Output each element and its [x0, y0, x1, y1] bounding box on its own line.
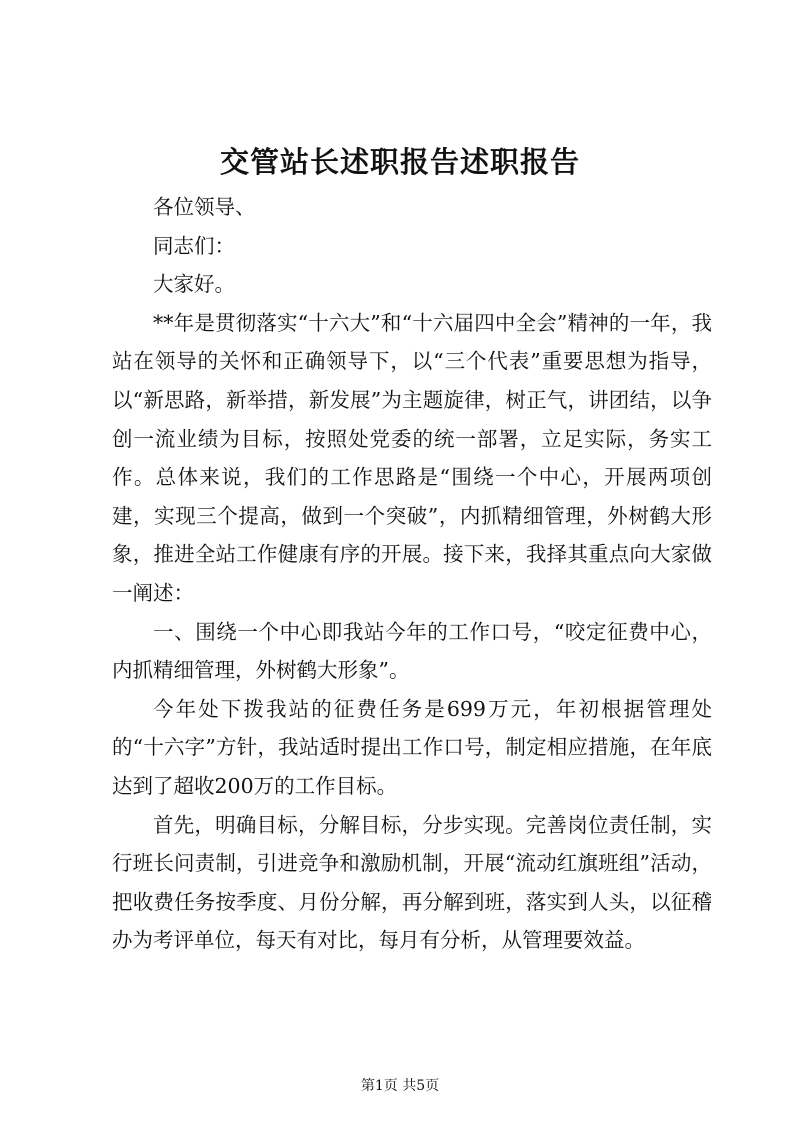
- first-measure-paragraph: 首先，明确目标，分解目标，分步实现。完善岗位责任制，实行班长问责制，引进竞争和激励机制，开展“流动红旗班组”活动，把收费任务按季度、月份分解，再分解到班，落实到人头，以征稽办为考评单位，每天有对比，每月有分析，从管理要效益。: [112, 812, 712, 953]
- section-heading-one: 一、围绕一个中心即我站今年的工作口号，“咬定征费中心，内抓精细管理，外树鹤大形象”。: [112, 619, 712, 683]
- document-body: [112, 188, 712, 960]
- intro-paragraph: **年是贯彻落实“十六大”和“十六届四中全会”精神的一年，我站在领导的关怀和正确领导下，以“三个代表”重要思想为指导，以“新思路，新举措，新发展”为主题旋律，树正气，讲团结，以争创一流业绩为目标，按照处党委的统一部署，立足实际，务实工作。总体来说，我们的工作思路是“围绕一个中心，开展两项创建，实现三个提高，做到一个突破”，内抓精细管理，外树鹤大形象，推进全站工作健康有序的开展。接下来，我择其重点向大家做一阐述：: [112, 310, 712, 605]
- salutation-comrades: 同志们：: [153, 233, 235, 258]
- greeting: 大家好。: [153, 272, 235, 297]
- document-title: 交管站长述职报告述职报告: [219, 145, 580, 179]
- salutation-leaders: 各位领导、: [153, 195, 256, 219]
- task-paragraph: 今年处下拨我站的征费任务是699万元，年初根据管理处的“十六字”方针，我站适时提出工作口号，制定相应措施，在年底达到了超收200万的工作目标。: [112, 696, 712, 798]
- page-number: 第1页 共5页: [360, 1078, 440, 1094]
